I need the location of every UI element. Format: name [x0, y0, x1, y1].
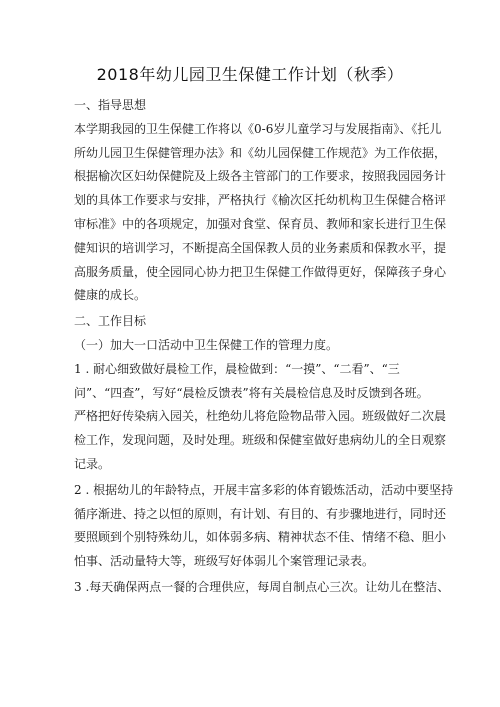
paragraph-line: 循序渐进、持之以恒的原则，有计划、有目的、有步骤地进行，同时还: [74, 506, 447, 521]
list-item-1: [74, 358, 447, 477]
section-heading-guiding-ideology: 一、指导思想: [74, 98, 147, 112]
paragraph-line: 本学期我园的卫生保健工作将以《0-6岁儿童学习与发展指南》、《托儿: [74, 121, 442, 136]
paragraph-line: 高服务质量，使全园同心协力把卫生保健工作做得更好，保障孩子身心: [74, 264, 447, 279]
subsection-heading-1: （一）加大一口活动中卫生保健工作的管理力度。: [74, 337, 339, 352]
paragraph-guiding-ideology: [74, 118, 447, 308]
paragraph-line: 健康的成长。: [74, 288, 147, 303]
paragraph-line: 怕事、活动量特大等，班级写好体弱儿个案管理记录表。: [74, 554, 375, 569]
paragraph-line: 严格把好传染病入园关，杜绝幼儿将危险物品带入园。班级做好二次晨: [74, 409, 447, 424]
paragraph-line: 2 . 根据幼儿的年龄特点，开展丰富多彩的体育锻炼活动，活动中要坚持: [74, 482, 454, 497]
list-item-3: [74, 576, 450, 600]
paragraph-line: 划的具体工作要求与安排，严格执行《榆次区托幼机构卫生保健合格评: [74, 193, 447, 208]
paragraph-line: 记录。: [74, 456, 111, 471]
paragraph-line: 问”、“四查”，写好“晨检反馈表”将有关晨检信息及时反馈到各班。: [74, 385, 429, 400]
paragraph-line: 1 . 耐心细致做好晨检工作，晨检做到：“一摸”、“二看”、“三: [74, 361, 400, 376]
document-body: [74, 94, 454, 602]
paragraph-line: 审标准》中的各项规定，加强对食堂、保育员、教师和家长进行卫生保: [74, 216, 447, 231]
document-title: 2018年幼儿园卫生保健工作计划（秋季）: [96, 65, 404, 84]
paragraph-line: 根据榆次区妇幼保健院及上级各主管部门的工作要求，按照我园园务计: [74, 169, 447, 184]
paragraph-line: 健知识的培训学习，不断提高全国保教人员的业务素质和保教水平，提: [74, 240, 447, 255]
list-item-2: [74, 479, 454, 574]
paragraph-line: 3 .每天确保两点一餐的合理供应，每周自制点心三次。让幼儿在整洁、: [74, 579, 450, 594]
paragraph-line: 要照顾到个别特殊幼儿，如体弱多病、精神状态不佳、情绪不稳、胆小: [74, 530, 447, 545]
section-heading-work-goals: 二、工作目标: [74, 314, 147, 329]
paragraph-line: 所幼儿园卫生保健管理办法》和《幼儿园保健工作规范》为工作依据，: [74, 145, 447, 160]
paragraph-line: 检工作，发现问题，及时处理。班级和保健室做好患病幼儿的全日观察: [74, 433, 447, 448]
